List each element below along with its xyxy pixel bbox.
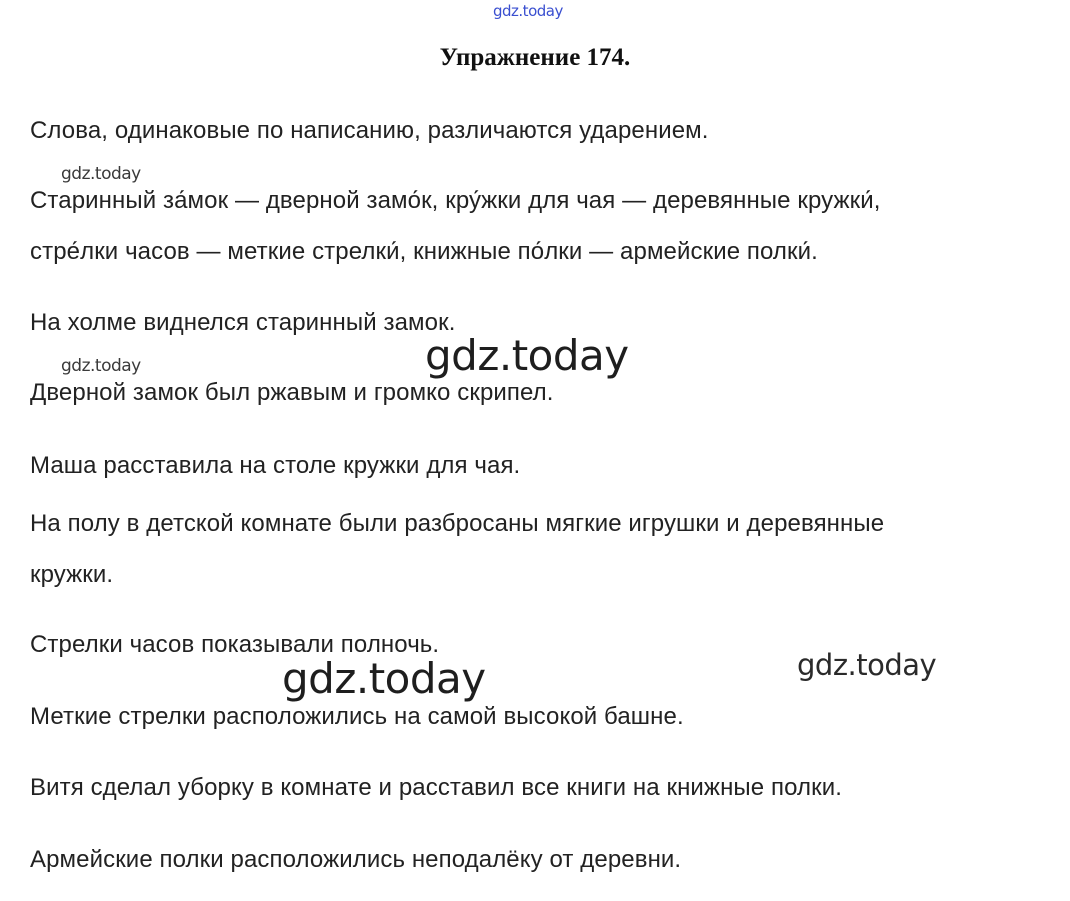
text-line-6: Маша расставила на столе кружки для чая. — [30, 452, 521, 479]
watermark-small-1: gdz.today — [61, 164, 141, 184]
text-line-2: Старинный за́мок — дверной замо́к, кру́жки для чая — деревянные кружки́, — [30, 187, 881, 214]
text-line-4: На холме виднелся старинный замок. — [30, 309, 456, 336]
watermark-large-1: gdz.today — [425, 331, 629, 380]
text-line-8: кружки. — [30, 561, 114, 588]
watermark-small-2: gdz.today — [61, 356, 141, 376]
watermark-large-2: gdz.today — [282, 654, 486, 703]
watermark-top: gdz.today — [493, 2, 563, 20]
watermark-medium: gdz.today — [797, 648, 937, 682]
text-line-9: Стрелки часов показывали полночь. — [30, 631, 440, 658]
text-line-3: стре́лки часов — меткие стрелки́, книжные по́лки — армейские полки́. — [30, 238, 818, 265]
text-line-10: Меткие стрелки расположились на самой высокой башне. — [30, 703, 684, 730]
text-line-11: Витя сделал уборку в комнате и расставил все книги на книжные полки. — [30, 774, 842, 801]
text-line-7: На полу в детской комнате были разбросаны мягкие игрушки и деревянные — [30, 510, 885, 537]
text-line-12: Армейские полки расположились неподалёку от деревни. — [30, 846, 682, 873]
page-title: Упражнение 174. — [439, 44, 631, 71]
text-line-1: Слова, одинаковые по написанию, различаются ударением. — [30, 117, 709, 144]
text-line-5: Дверной замок был ржавым и громко скрипел. — [30, 379, 554, 406]
